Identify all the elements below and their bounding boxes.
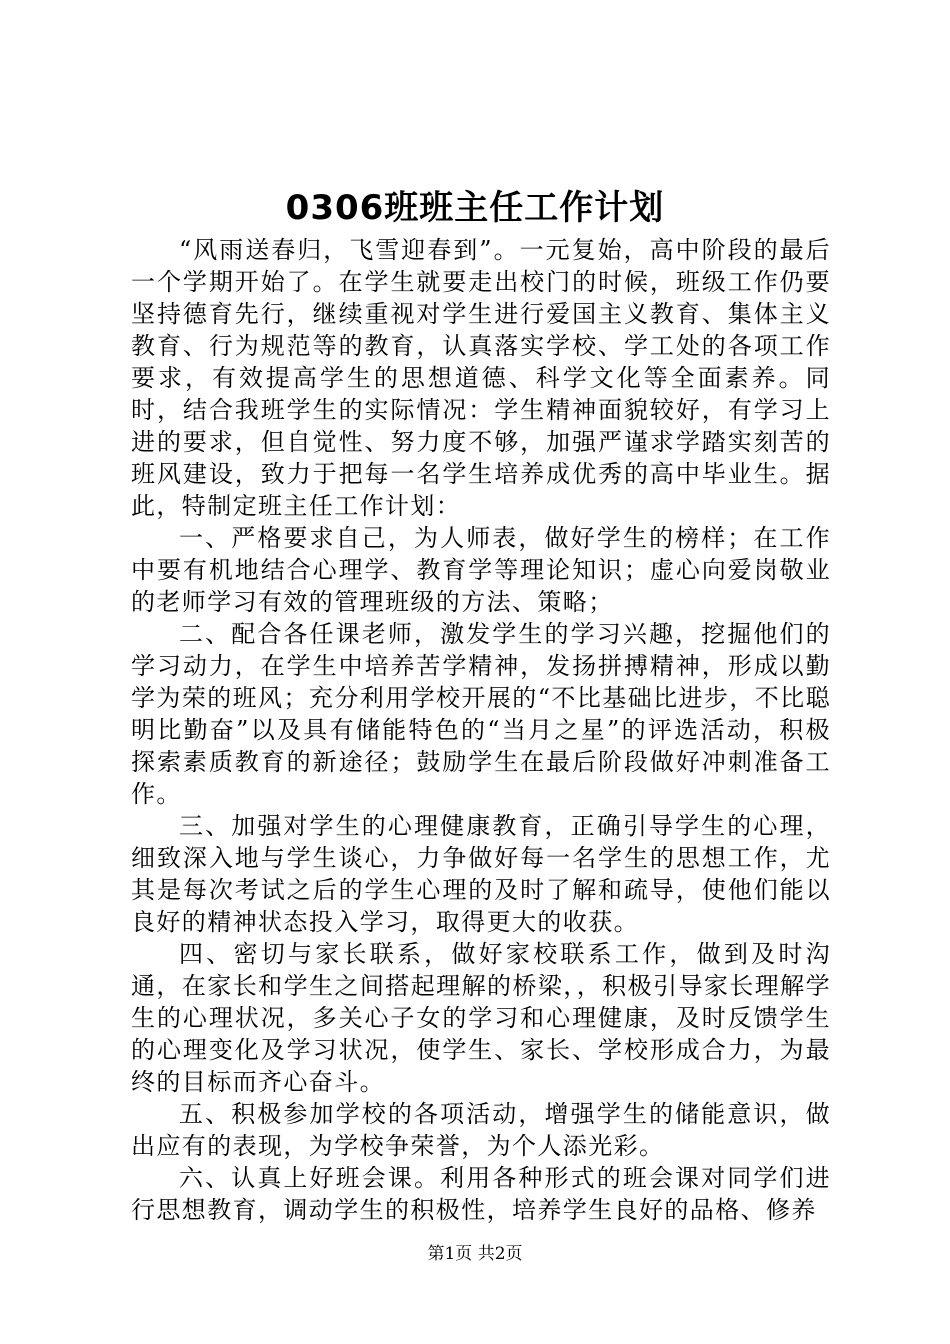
document-body [131, 234, 831, 1226]
plan-item-5-paragraph: 五、积极参加学校的各项活动，增强学生的储能意识，做出应有的表现，为学校争荣誉，为个人添光彩。 [131, 1100, 831, 1160]
plan-item-6-paragraph: 六、认真上好班会课。利用各种形式的班会课对同学们进行思想教育，调动学生的积极性，培养学生良好的品格、修养 [131, 1164, 831, 1224]
plan-item-3-paragraph: 三、加强对学生的心理健康教育，正确引导学生的心理，细致深入地与学生谈心，力争做好每一名学生的思想工作，尤其是每次考试之后的学生心理的及时了解和疏导，使他们能以良好的精神状态投入学习，取得更大的收获。 [131, 812, 831, 936]
plan-item-1-paragraph: 一、严格要求自己，为人师表，做好学生的榜样；在工作中要有机地结合心理学、教育学等理论知识；虚心向爱岗敬业的老师学习有效的管理班级的方法、策略； [131, 524, 831, 616]
plan-item-2-paragraph: 二、配合各任课老师，激发学生的学习兴趣，挖掘他们的学习动力，在学生中培养苦学精神，发扬拼搏精神，形成以勤学为荣的班风；充分利用学校开展的“不比基础比进步，不比聪明比勤奋”以及具有储能特色的“当月之星”的评选活动，积极探索素质教育的新途径；鼓励学生在最后阶段做好冲刺准备工作。 [131, 620, 831, 808]
intro-paragraph: “风雨送春归，飞雪迎春到”。一元复始，高中阶段的最后一个学期开始了。在学生就要走出校门的时候，班级工作仍要坚持德育先行，继续重视对学生进行爱国主义教育、集体主义教育、行为规范等的教育，认真落实学校、学工处的各项工作要求，有效提高学生的思想道德、科学文化等全面素养。同时，结合我班学生的实际情况：学生精神面貌较好，有学习上进的要求，但自觉性、努力度不够，加强严谨求学踏实刻苦的班风建设，致力于把每一名学生培养成优秀的高中毕业生。据此，特制定班主任工作计划： [131, 236, 831, 520]
plan-item-4-paragraph: 四、密切与家长联系，做好家校联系工作，做到及时沟通，在家长和学生之间搭起理解的桥梁，，积极引导家长理解学生的心理状况，多关心子女的学习和心理健康，及时反馈学生的心理变化及学习状况，使学生、家长、学校形成合力，为最终的目标而齐心奋斗。 [131, 940, 831, 1096]
page-number-footer: 第1页 共2页 [427, 1244, 523, 1264]
document-title: 0306班班主任工作计划 [285, 188, 665, 228]
